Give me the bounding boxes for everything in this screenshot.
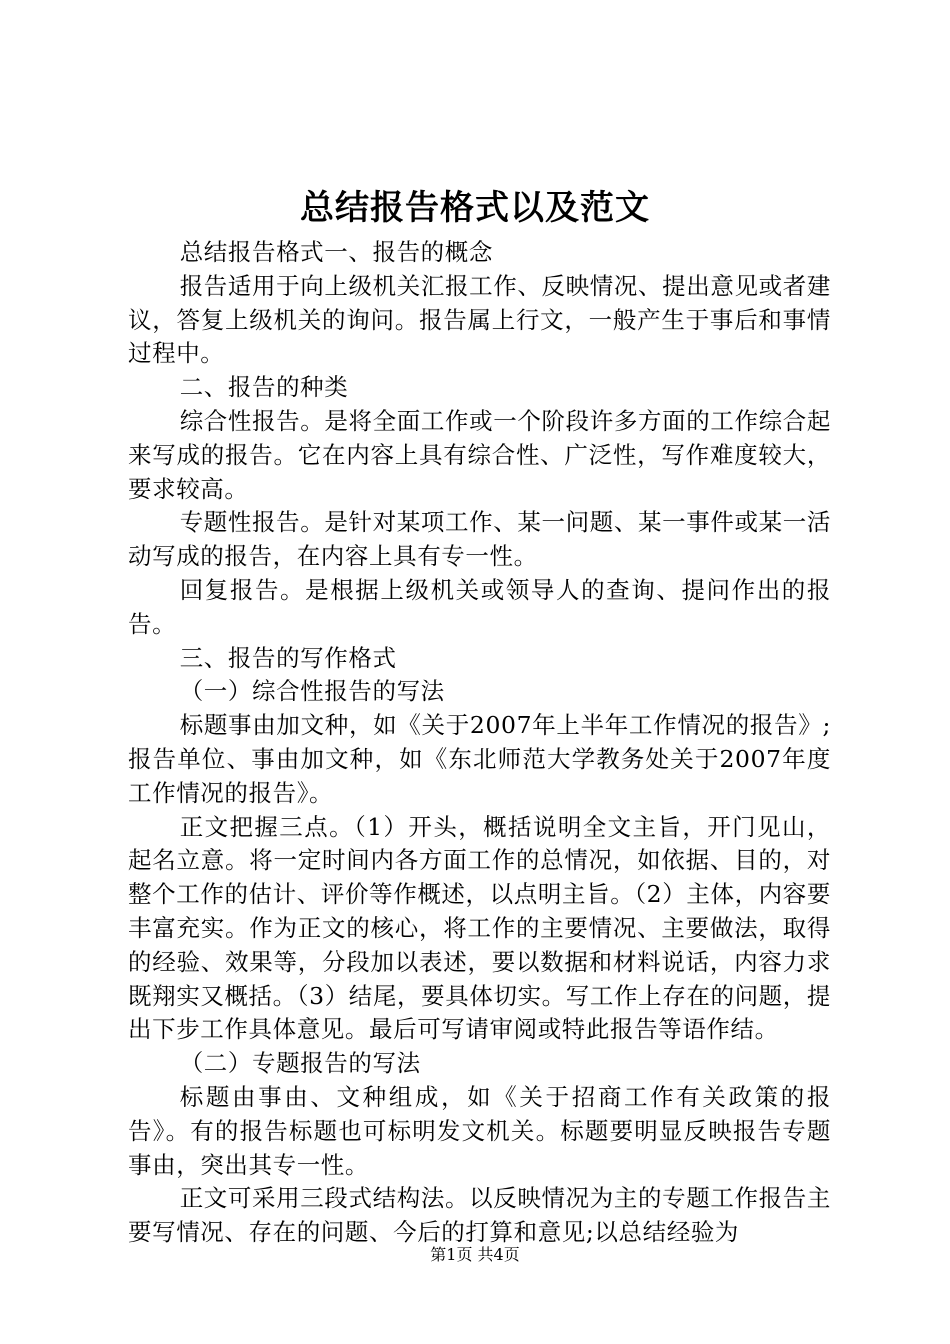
document-title: 总结报告格式以及范文 — [300, 188, 650, 228]
paragraph: 综合性报告。是将全面工作或一个阶段许多方面的工作综合起来写成的报告。它在内容上具有综合性、广泛性，写作难度较大，要求较高。 — [128, 406, 831, 503]
paragraph: 正文把握三点。（1）开头，概括说明全文主旨，开门见山，起名立意。将一定时间内各方面工作的总情况，如依据、目的，对整个工作的估计、评价等作概述，以点明主旨。（2）主体，内容要丰富充实。作为正文的核心，将工作的主要情况、主要做法，取得的经验、效果等，分段加以表述，要以数据和材料说话，内容力求既翔实又概括。（3）结尾，要具体切实。写工作上存在的问题，提出下步工作具体意见。最后可写请审阅或特此报告等语作结。 — [128, 812, 831, 1044]
paragraph: 正文可采用三段式结构法。以反映情况为主的专题工作报告主要写情况、存在的问题、今后的打算和意见;以总结经验为 — [128, 1184, 831, 1247]
paragraph: 总结报告格式一、报告的概念 — [179, 238, 493, 266]
paragraph: （二）专题报告的写法 — [179, 1049, 421, 1078]
paragraph: 专题性报告。是针对某项工作、某一问题、某一事件或某一活动写成的报告，在内容上具有专一性。 — [128, 508, 831, 571]
paragraph: 二、报告的种类 — [179, 373, 349, 402]
paragraph: 回复报告。是根据上级机关或领导人的查询、提问作出的报告。 — [128, 575, 831, 638]
paragraph: 报告适用于向上级机关汇报工作、反映情况、提出意见或者建议，答复上级机关的询问。报告属上行文，一般产生于事后和事情过程中。 — [128, 271, 831, 368]
paragraph: 三、报告的写作格式 — [179, 643, 397, 672]
page-number-footer: 第1页 共4页 — [430, 1245, 520, 1264]
paragraph: 标题由事由、文种组成，如《关于招商工作有关政策的报告》。有的报告标题也可标明发文机关。标题要明显反映报告专题事由，突出其专一性。 — [128, 1082, 831, 1179]
document-body — [128, 236, 831, 1250]
paragraph: 标题事由加文种，如《关于2007年上半年工作情况的报告》;报告单位、事由加文种，如《东北师范大学教务处关于2007年度工作情况的报告》。 — [128, 711, 831, 807]
paragraph: （一）综合性报告的写法 — [179, 677, 445, 706]
